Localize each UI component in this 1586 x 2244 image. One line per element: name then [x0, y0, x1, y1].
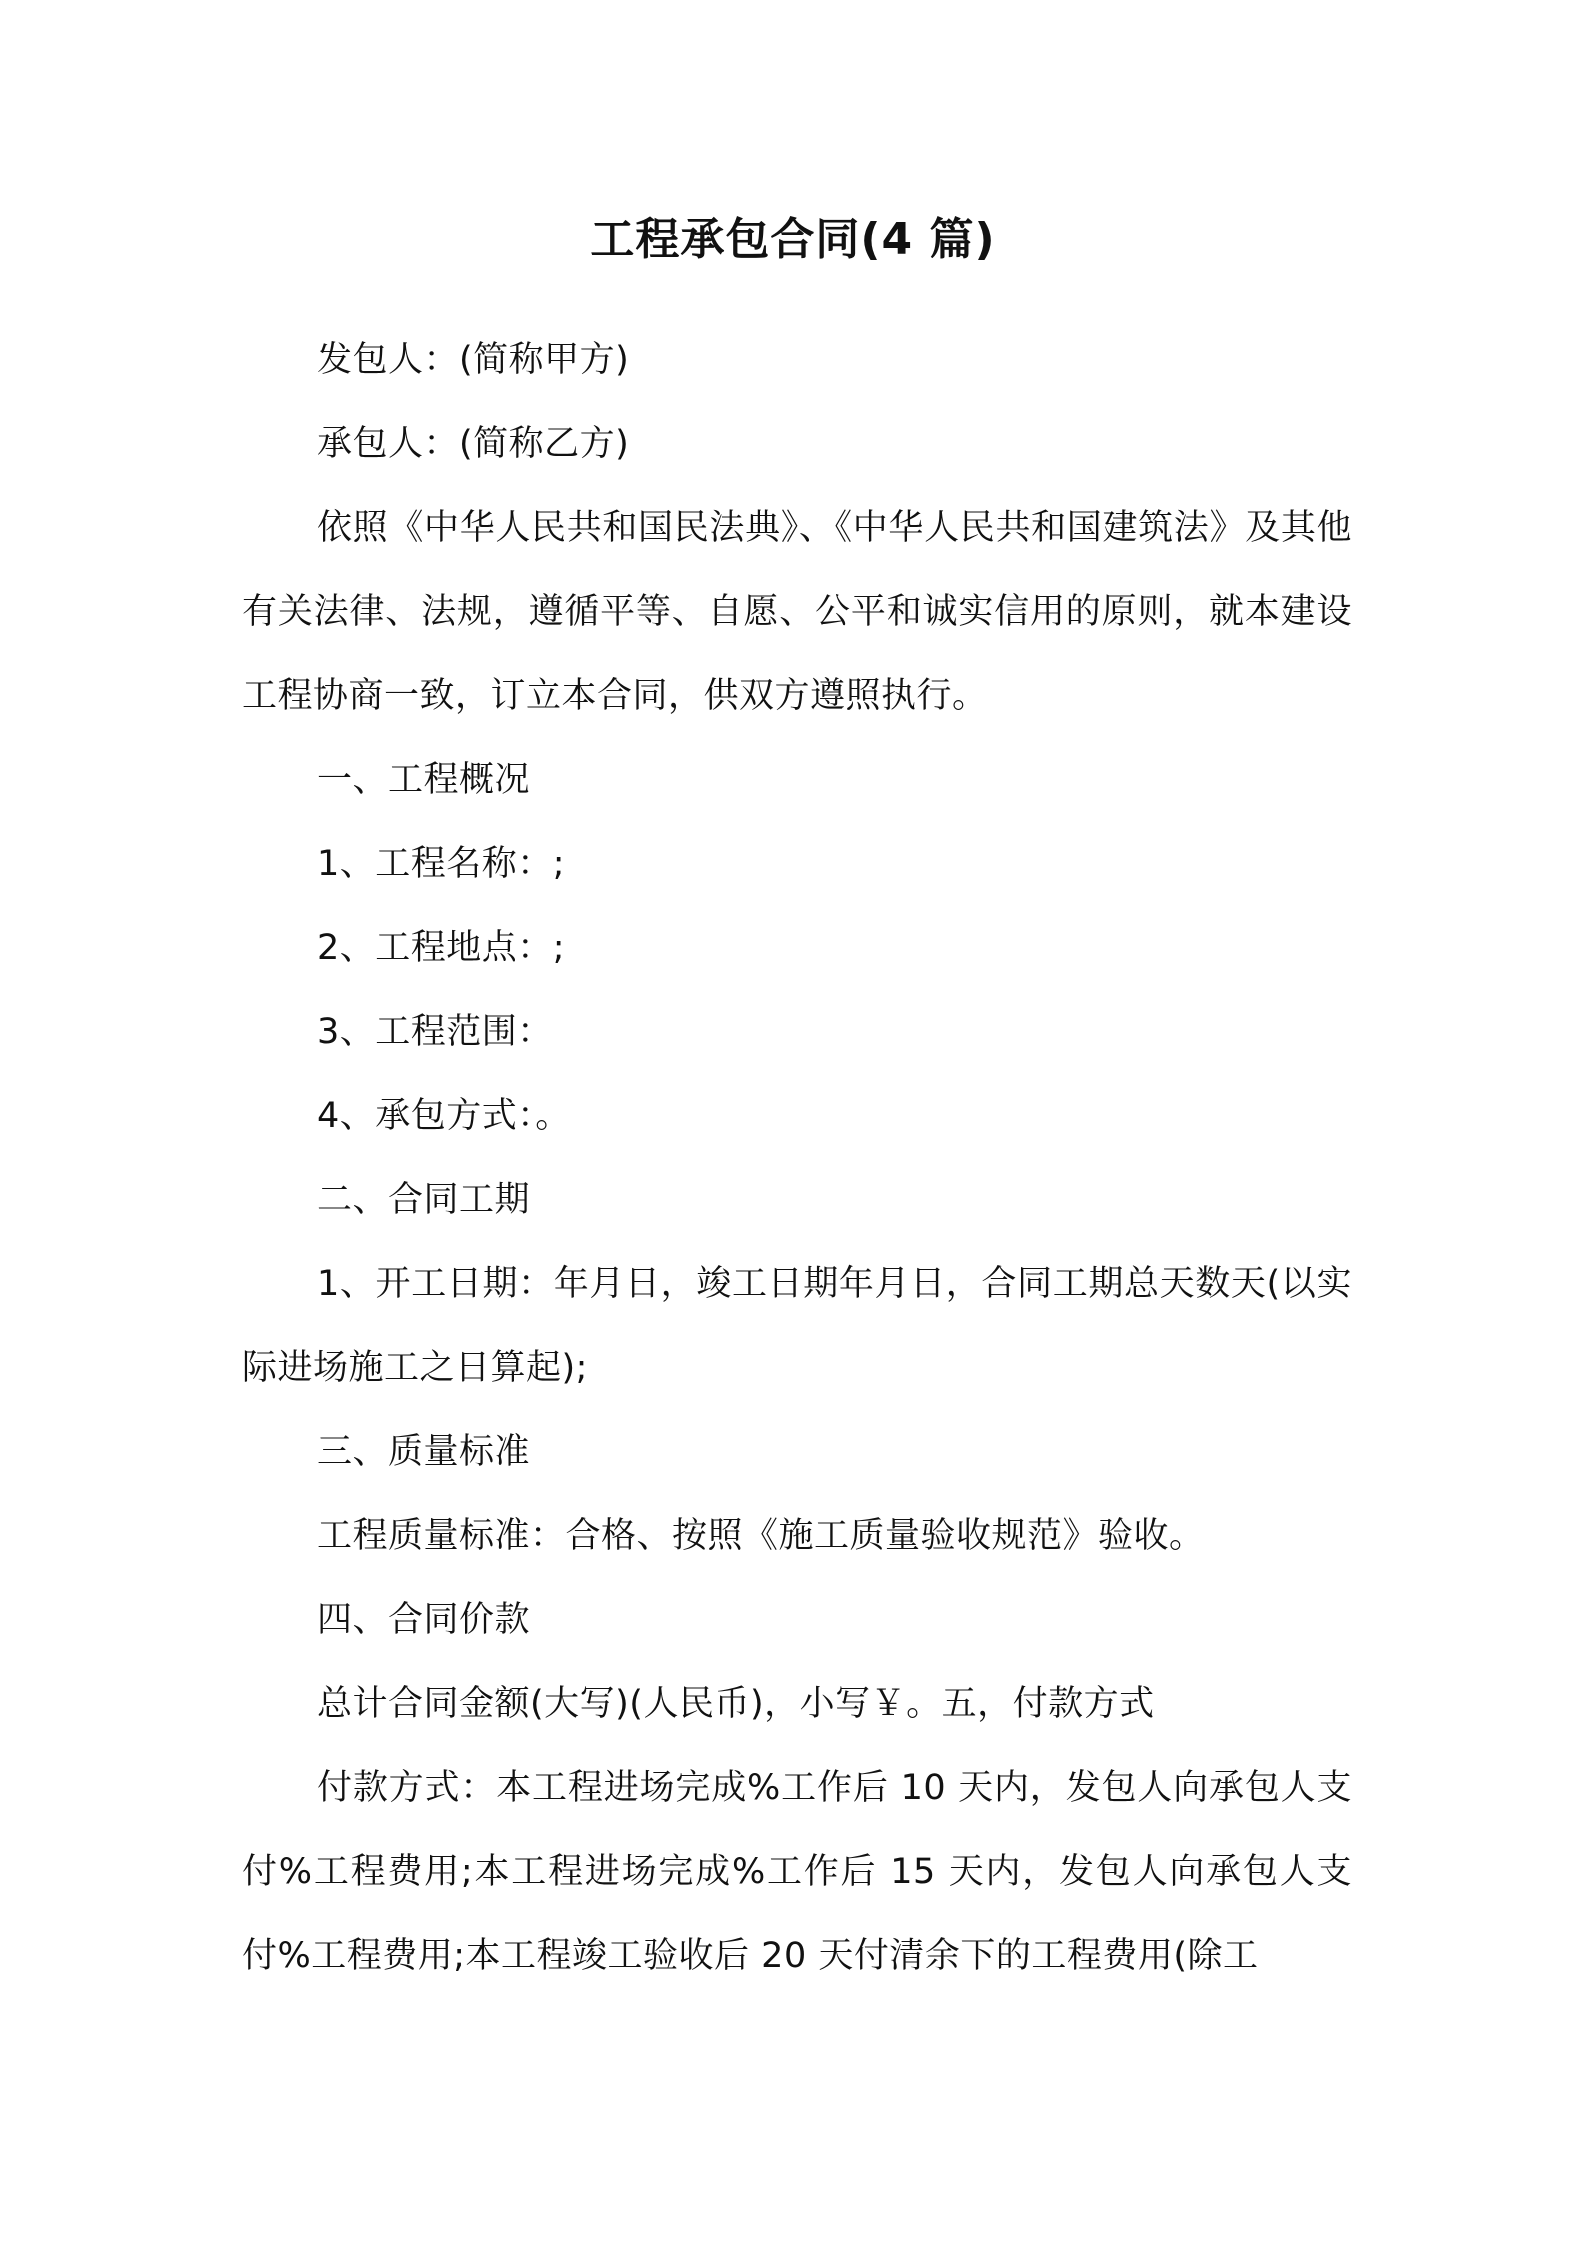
clause-project-name: 1、工程名称：; — [317, 844, 566, 884]
section-heading-duration: 二、合同工期 — [317, 1180, 531, 1220]
clause-payment-method: 付款方式：本工程进场完成%工作后 10 天内，发包人向承包人支付%工程费用;本工程进场完成%工作后 15 天内，发包人向承包人支付%工程费用;本工程竣工验收后 20 天付清余下的工程费用(除工 — [242, 1768, 1352, 1976]
clause-dates: 1、开工日期：年月日，竣工日期年月日，合同工期总天数天(以实际进场施工之日算起); — [242, 1264, 1352, 1388]
section-heading-price: 四、合同价款 — [317, 1600, 531, 1640]
clause-contract-method: 4、承包方式：。 — [317, 1096, 571, 1136]
document-body — [242, 318, 1352, 1998]
clause-project-scope: 3、工程范围： — [317, 1012, 553, 1052]
clause-quality-standard: 工程质量标准：合格、按照《施工质量验收规范》验收。 — [317, 1516, 1205, 1556]
clause-project-location: 2、工程地点：; — [317, 928, 566, 968]
party-b-line: 承包人：(简称乙方) — [317, 424, 630, 464]
clause-total-amount: 总计合同金额(大写)(人民币)，小写￥。五，付款方式 — [317, 1684, 1155, 1724]
section-heading-quality: 三、质量标准 — [317, 1432, 531, 1472]
preamble-paragraph: 依照《中华人民共和国民法典》、《中华人民共和国建筑法》及其他有关法律、法规，遵循平等、自愿、公平和诚实信用的原则，就本建设工程协商一致，订立本合同，供双方遵照执行。 — [242, 508, 1352, 716]
section-heading-overview: 一、工程概况 — [317, 760, 531, 800]
document-title: 工程承包合同(4 篇) — [590, 214, 996, 265]
party-a-line: 发包人：(简称甲方) — [317, 340, 630, 380]
